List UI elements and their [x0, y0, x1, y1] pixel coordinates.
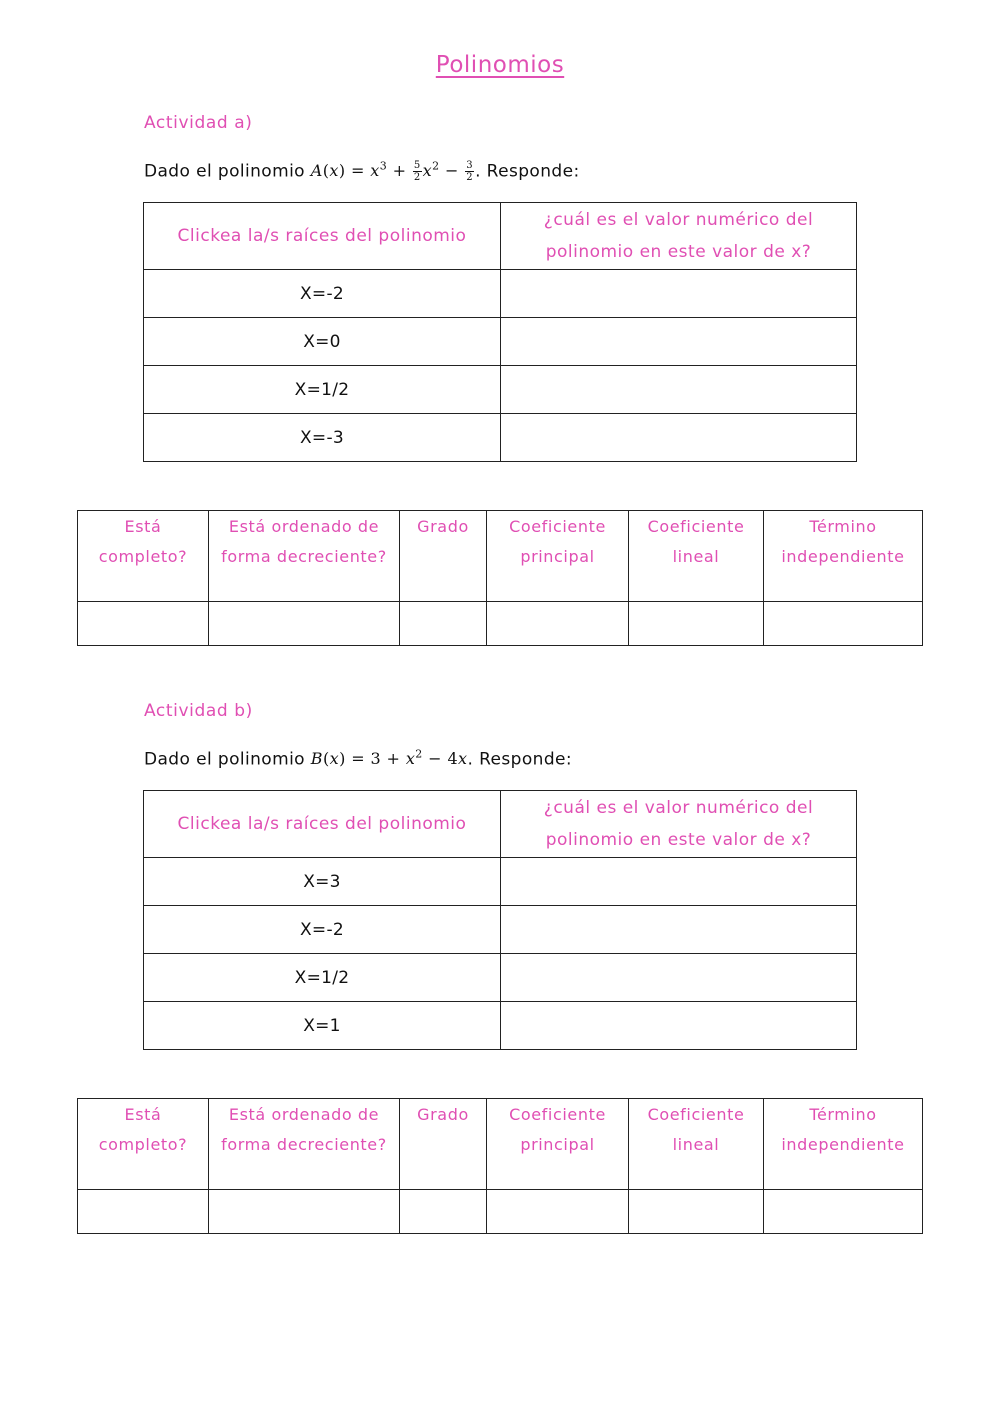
variable: x: [329, 161, 339, 181]
activity-a-statement: [144, 160, 580, 183]
root-option[interactable]: X=1/2: [144, 954, 501, 1002]
answer-linear-coefficient[interactable]: [629, 1190, 764, 1234]
value-answer-cell[interactable]: [501, 954, 857, 1002]
value-answer-cell[interactable]: [501, 906, 857, 954]
table-row: [144, 366, 857, 414]
answer-leading-coefficient[interactable]: [487, 602, 629, 646]
header-degree: Grado: [400, 1099, 487, 1190]
activity-b-statement: [144, 748, 572, 769]
header-leading-coefficient: Coeficiente principal: [487, 1099, 629, 1190]
properties-table-b: [77, 1098, 923, 1234]
table-row: [78, 1190, 923, 1234]
activity-a-heading: Actividad a): [144, 113, 253, 133]
table-row: [144, 906, 857, 954]
table-row: [144, 270, 857, 318]
root-option[interactable]: X=1: [144, 1002, 501, 1050]
polynomial-b-formula: $B(x) = 3 + x^2 - 4x$: [310, 748, 468, 769]
root-option[interactable]: X=0: [144, 318, 501, 366]
answer-degree[interactable]: [400, 1190, 487, 1234]
variable: x: [329, 749, 340, 769]
roots-table-a: [143, 202, 857, 462]
header-ordered: Está ordenado de forma decreciente?: [209, 1099, 400, 1190]
statement-prefix: Dado el polinomio: [144, 161, 311, 182]
answer-ordered[interactable]: [209, 1190, 400, 1234]
roots-header-click: Clickea la/s raíces del polinomio: [144, 791, 501, 858]
root-option[interactable]: X=-3: [144, 414, 501, 462]
table-row: [144, 414, 857, 462]
value-answer-cell[interactable]: [501, 1002, 857, 1050]
roots-header-click: Clickea la/s raíces del polinomio: [144, 203, 501, 270]
answer-ordered[interactable]: [209, 602, 400, 646]
header-independent-term: Término independiente: [764, 511, 923, 602]
header-degree: Grado: [400, 511, 487, 602]
header-leading-coefficient: Coeficiente principal: [487, 511, 629, 602]
header-linear-coefficient: Coeficiente lineal: [629, 1099, 764, 1190]
roots-header-value: ¿cuál es el valor numérico del polinomio en este valor de x?: [501, 791, 857, 858]
table-row: [144, 858, 857, 906]
table-row: [144, 318, 857, 366]
answer-independent-term[interactable]: [764, 602, 923, 646]
function-name: B: [310, 749, 323, 769]
header-independent-term: Término independiente: [764, 1099, 923, 1190]
table-row: [78, 602, 923, 646]
polynomial-a-formula: $A(x) = x^3$ + $\frac{5}{2}$ $x^2$ − $\frac{3}{2}$: [310, 160, 474, 184]
value-answer-cell[interactable]: [501, 318, 857, 366]
root-option[interactable]: X=-2: [144, 270, 501, 318]
page-title: Polinomios: [435, 52, 565, 78]
roots-header-value: ¿cuál es el valor numérico del polinomio en este valor de x?: [501, 203, 857, 270]
activity-b-heading: Actividad b): [144, 701, 253, 721]
value-answer-cell[interactable]: [501, 366, 857, 414]
answer-complete[interactable]: [78, 602, 209, 646]
statement-suffix: . Responde:: [467, 749, 573, 770]
roots-table-b: [143, 790, 857, 1050]
statement-prefix: Dado el polinomio: [144, 749, 311, 770]
value-answer-cell[interactable]: [501, 414, 857, 462]
answer-complete[interactable]: [78, 1190, 209, 1234]
header-complete: Está completo?: [78, 511, 209, 602]
header-ordered: Está ordenado de forma decreciente?: [209, 511, 400, 602]
table-row: [144, 954, 857, 1002]
table-row: [144, 1002, 857, 1050]
answer-leading-coefficient[interactable]: [487, 1190, 629, 1234]
value-answer-cell[interactable]: [501, 270, 857, 318]
value-answer-cell[interactable]: [501, 858, 857, 906]
properties-table-a: [77, 510, 923, 646]
answer-degree[interactable]: [400, 602, 487, 646]
header-linear-coefficient: Coeficiente lineal: [629, 511, 764, 602]
answer-linear-coefficient[interactable]: [629, 602, 764, 646]
statement-suffix: . Responde:: [475, 161, 580, 182]
root-option[interactable]: X=3: [144, 858, 501, 906]
root-option[interactable]: X=-2: [144, 906, 501, 954]
root-option[interactable]: X=1/2: [144, 366, 501, 414]
answer-independent-term[interactable]: [764, 1190, 923, 1234]
function-name: A: [310, 161, 323, 181]
header-complete: Está completo?: [78, 1099, 209, 1190]
